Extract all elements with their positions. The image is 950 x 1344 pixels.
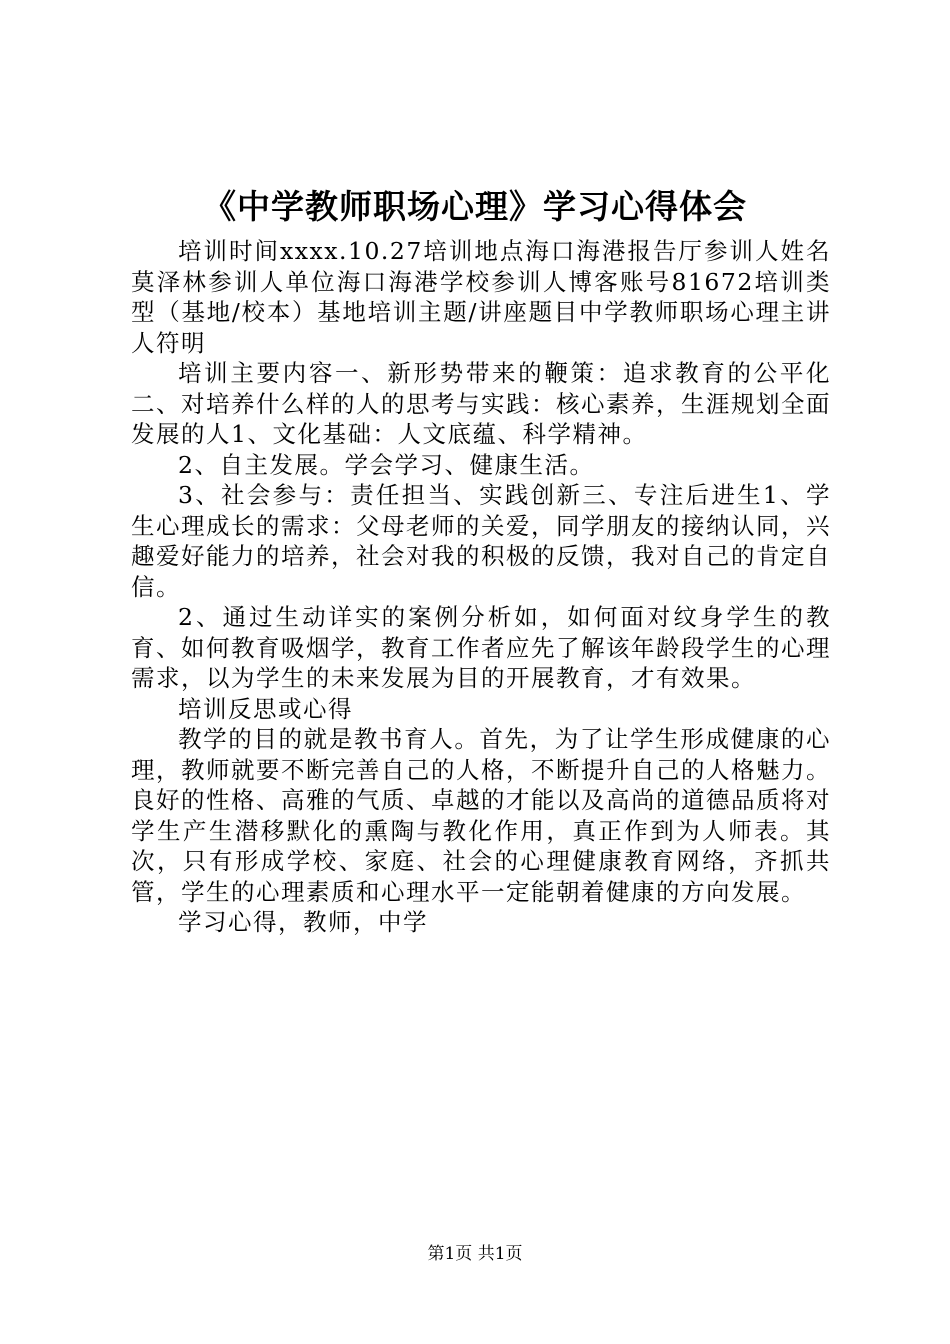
paragraph-training-info: 培训时间xxxx.10.27培训地点海口海港报告厅参训人姓名莫泽林参训人单位海口海港学校参训人博客账号81672培训类型（基地/校本）基地培训主题/讲座题目中学教师职场心理主讲人符明 bbox=[131, 237, 831, 357]
paragraph-social-participation: 3、社会参与：责任担当、实践创新三、专注后进生1、学生心理成长的需求：父母老师的关爱，同学朋友的接纳认同，兴趣爱好能力的培养，社会对我的积极的反馈，我对自己的肯定自信。 bbox=[131, 481, 831, 601]
paragraph-keywords: 学习心得，教师，中学 bbox=[178, 908, 428, 936]
paragraph-self-development: 2、自主发展。学会学习、健康生活。 bbox=[178, 450, 595, 479]
paragraph-reflection-body: 教学的目的就是教书育人。首先，为了让学生形成健康的心理，教师就要不断完善自己的人格，不断提升自己的人格魅力。良好的性格、高雅的气质、卓越的才能以及高尚的道德品质将对学生产生潜移默化的熏陶与教化作用，真正作到为人师表。其次，只有形成学校、家庭、社会的心理健康教育网络，齐抓共管，学生的心理素质和心理水平一定能朝着健康的方向发展。 bbox=[131, 725, 831, 906]
page-number-footer: 第1页 共1页 bbox=[427, 1244, 523, 1264]
paragraph-case-analysis: 2、通过生动详实的案例分析如，如何面对纹身学生的教育、如何教育吸烟学，教育工作者应先了解该年龄段学生的心理需求，以为学生的未来发展为目的开展教育，才有效果。 bbox=[131, 603, 831, 692]
document-title: 《中学教师职场心理》学习心得体会 bbox=[203, 187, 747, 226]
paragraph-reflection-heading: 培训反思或心得 bbox=[178, 694, 353, 723]
paragraph-main-content: 培训主要内容一、新形势带来的鞭策：追求教育的公平化二、对培养什么样的人的思考与实践：核心素养，生涯规划全面发展的人1、文化基础：人文底蕴、科学精神。 bbox=[131, 359, 831, 448]
document-body bbox=[131, 236, 831, 938]
